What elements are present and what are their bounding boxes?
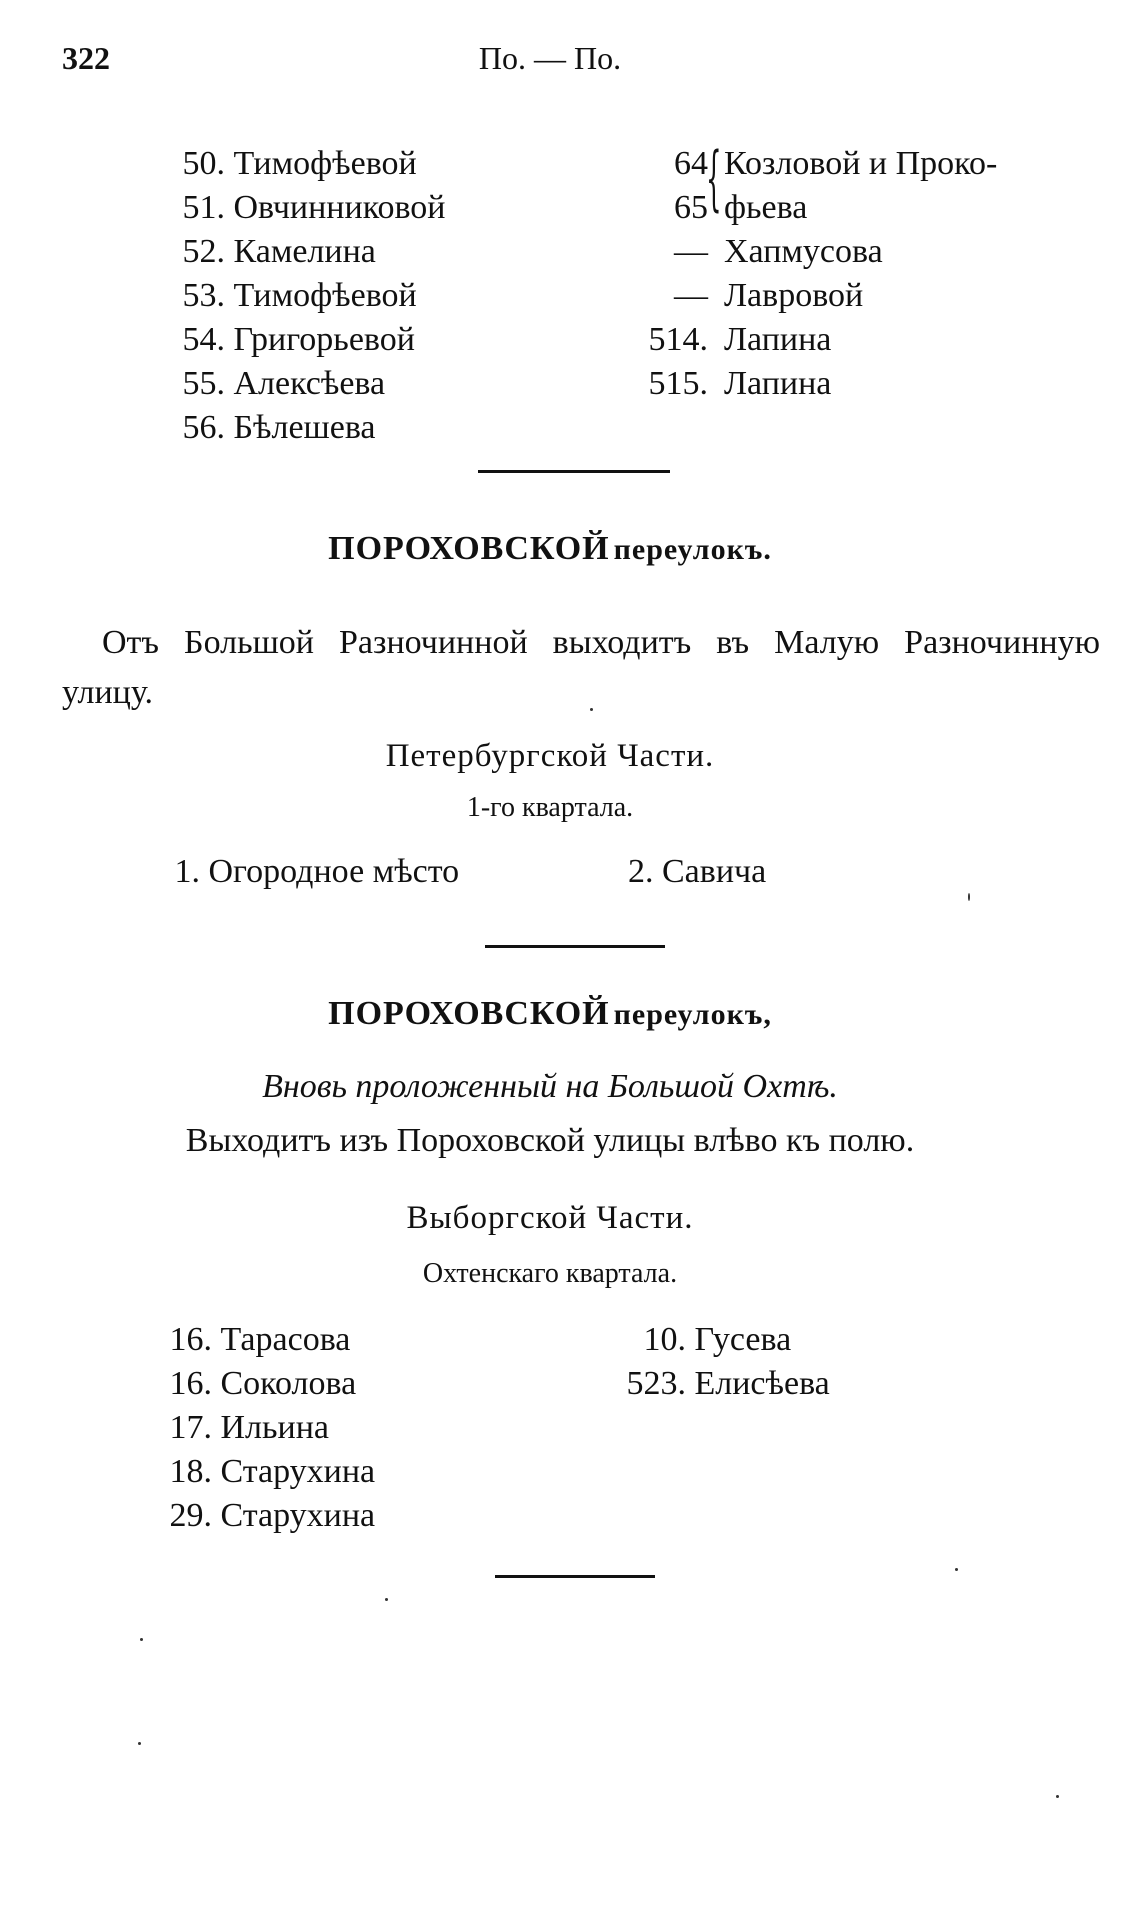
section-divider — [495, 1575, 655, 1578]
list-item: 55. Алексѣева — [182, 365, 386, 402]
scan-speck — [140, 1638, 143, 1641]
section2-right — [610, 1318, 830, 1406]
list-item: 16. Тарасова — [169, 1321, 351, 1358]
list-item: 16. Соколова — [169, 1365, 357, 1402]
page-number: 322 — [62, 40, 110, 76]
list-item: 29. Старухина — [169, 1497, 376, 1534]
list-item: — Хапмусова — [674, 233, 883, 270]
scan-speck — [138, 1742, 141, 1745]
section1-heading: ПОРОХОВСКОЙ переулокъ. — [328, 530, 772, 567]
scan-speck — [1056, 1795, 1059, 1798]
section1-quarter: 1-го квартала. — [466, 792, 634, 823]
list-item: — Лавровой — [674, 277, 864, 314]
section1-entry: 2. Савича — [628, 853, 767, 890]
section1-entry: 1. Огородное мѣсто — [174, 853, 460, 890]
list1-right — [620, 137, 998, 406]
list1-left — [165, 142, 446, 450]
list-item: 54. Григорьевой — [182, 321, 415, 358]
list-item: 53. Тимофѣевой — [182, 277, 417, 314]
running-head: По. — По. — [478, 40, 622, 76]
section2-district: Выборгской Части. — [406, 1200, 694, 1236]
list-item: 10. Гусева — [643, 1321, 792, 1358]
scan-speck — [955, 1568, 958, 1571]
list-item: 18. Старухина — [169, 1453, 376, 1490]
list-item: 51. Овчинниковой — [182, 189, 446, 226]
section2-quarter: Охтенскаго квартала. — [422, 1258, 678, 1289]
scan-speck — [590, 708, 593, 711]
list-item: 64 Козловой и Проко- — [674, 145, 998, 182]
scan-speck — [385, 1598, 388, 1601]
list-item: 17. Ильина — [169, 1409, 330, 1446]
section2-left — [152, 1318, 375, 1538]
section2-heading: ПОРОХОВСКОЙ переулокъ, — [328, 995, 772, 1032]
scan-speck — [968, 893, 970, 901]
list-item: 56. Бѣлешева — [182, 409, 376, 446]
list-item: 65 фьева — [674, 189, 808, 226]
section1-district: Петербургской Части. — [385, 738, 715, 774]
section2-subtitle: Вновь проложенный на Большой Охтѣ. — [262, 1068, 838, 1105]
section1-description: Отъ Большой Разночинной выходитъ въ Малую Разночинную улицу. — [62, 624, 1100, 711]
section-divider — [478, 470, 670, 473]
section2-description: Выходитъ изъ Пороховской улицы влѣво къ полю. — [185, 1122, 915, 1159]
list-item: 52. Камелина — [182, 233, 376, 270]
list-item: 515. Лапина — [648, 365, 832, 402]
list-item: 523. Елисѣева — [626, 1365, 830, 1402]
list-item: 514. Лапина — [648, 321, 832, 358]
list-item: 50. Тимофѣевой — [182, 145, 417, 182]
section-divider — [485, 945, 665, 948]
brace-icon: { — [706, 137, 722, 219]
